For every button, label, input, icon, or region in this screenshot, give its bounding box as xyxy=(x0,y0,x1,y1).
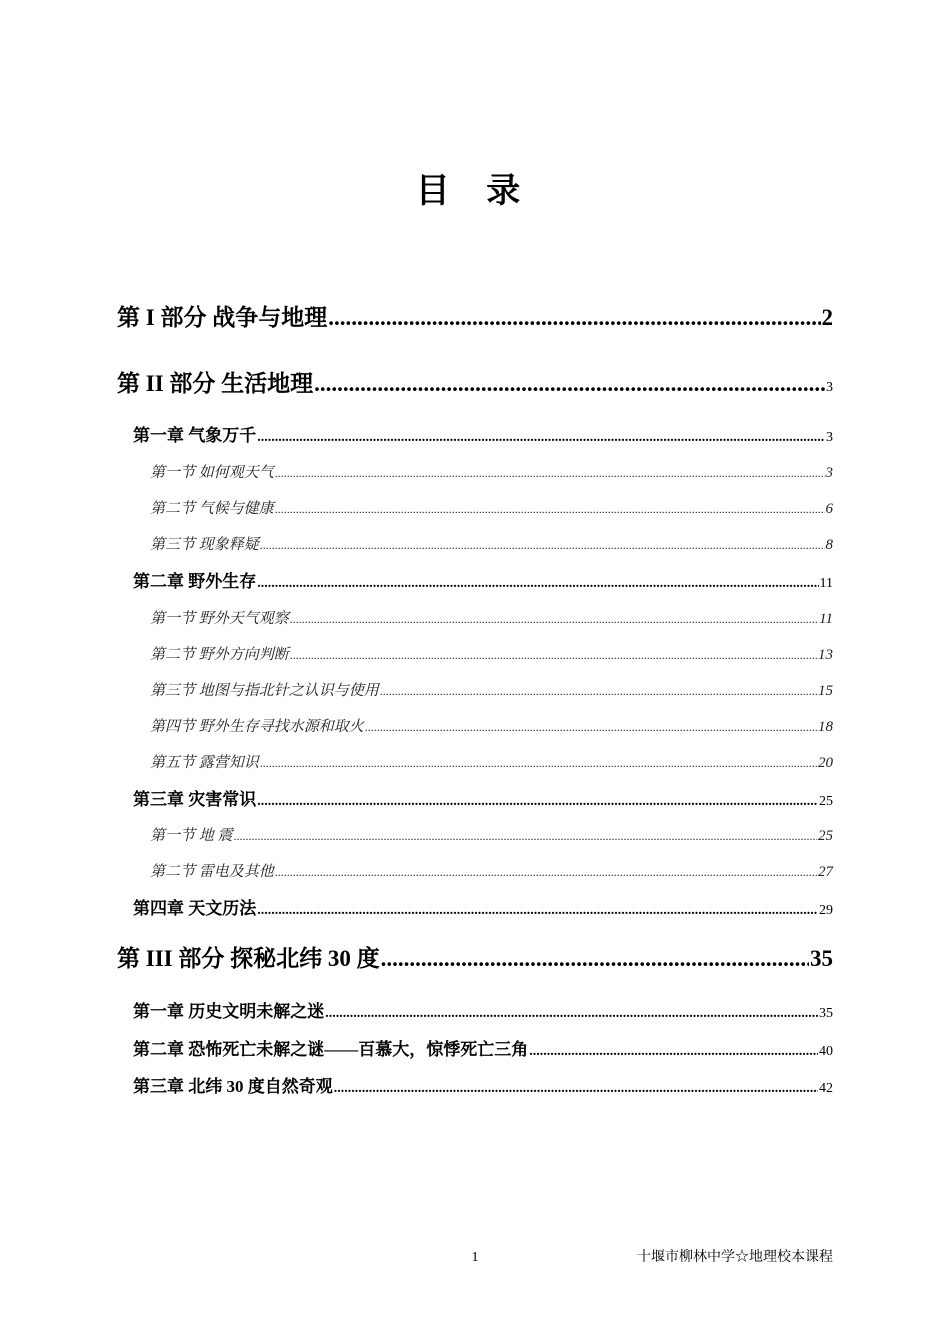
toc-entry-label: 第二节 野外方向判断 xyxy=(150,647,289,663)
toc-entry-page: 15 xyxy=(818,683,833,699)
toc-entry-page: 6 xyxy=(825,501,833,517)
toc-entry-label: 第三节 现象释疑 xyxy=(150,537,259,553)
dot-leader xyxy=(260,752,817,774)
toc-entry[interactable] xyxy=(150,716,833,738)
toc-entry[interactable] xyxy=(150,462,833,484)
toc-entry[interactable] xyxy=(150,608,833,630)
toc-entry-page: 25 xyxy=(818,828,833,844)
dot-leader xyxy=(380,680,817,702)
toc-entry-page: 11 xyxy=(819,611,833,627)
toc-entry-page: 20 xyxy=(818,755,833,771)
dot-leader xyxy=(381,943,809,975)
toc-entry-label: 第二节 气候与健康 xyxy=(150,501,274,517)
toc-entry[interactable] xyxy=(133,1075,833,1101)
dot-leader xyxy=(275,462,825,484)
toc-entry-page: 8 xyxy=(825,537,833,553)
dot-leader xyxy=(260,534,825,556)
toc-entry-label: 第三节 地图与指北针之认识与使用 xyxy=(150,683,379,699)
footer-page-number: 1 xyxy=(471,1250,479,1265)
toc-entry[interactable] xyxy=(150,752,833,774)
toc-entry-label: 第一章 历史文明未解之迷 xyxy=(133,1002,325,1021)
toc-entry[interactable] xyxy=(117,368,833,404)
dot-leader xyxy=(334,1077,818,1101)
toc-entry[interactable] xyxy=(150,534,833,556)
dot-leader xyxy=(257,899,818,923)
toc-entry-page: 3 xyxy=(826,380,833,395)
toc-entry-label: 第二章 野外生存 xyxy=(133,572,257,591)
toc-entry-page: 40 xyxy=(819,1044,833,1059)
toc-entry[interactable] xyxy=(133,1038,833,1064)
toc-entry-page: 42 xyxy=(819,1081,833,1096)
dot-leader xyxy=(365,716,817,738)
toc-entry-page: 29 xyxy=(819,903,833,918)
toc-entry[interactable] xyxy=(150,644,833,666)
dot-leader xyxy=(234,825,817,847)
toc-entry-page: 3 xyxy=(825,465,833,481)
toc-entry-label: 第 I 部分 战争与地理 xyxy=(117,305,328,330)
toc-entry-page: 35 xyxy=(810,946,833,971)
toc-entry[interactable] xyxy=(133,788,833,814)
toc-entry[interactable] xyxy=(150,861,833,883)
toc-entry-page: 25 xyxy=(819,794,833,809)
toc-entry-label: 第二节 雷电及其他 xyxy=(150,864,274,880)
toc-entry-label: 第一节 野外天气观察 xyxy=(150,611,289,627)
page-title: 目 录 xyxy=(415,173,535,210)
toc-entry-label: 第四章 天文历法 xyxy=(133,899,257,918)
toc-entry[interactable] xyxy=(133,424,833,450)
toc-entry-label: 第 III 部分 探秘北纬 30 度 xyxy=(117,946,380,971)
toc-entry[interactable] xyxy=(133,570,833,596)
toc-entry[interactable] xyxy=(133,897,833,923)
toc-entry[interactable] xyxy=(150,825,833,847)
toc-entry-label: 第四节 野外生存寻找水源和取火 xyxy=(150,719,364,735)
toc-entry[interactable] xyxy=(133,1000,833,1026)
toc-entry-label: 第 II 部分 生活地理 xyxy=(117,371,314,396)
toc-entry-page: 27 xyxy=(818,864,833,880)
dot-leader xyxy=(275,861,817,883)
toc-entry-label: 第三章 北纬 30 度自然奇观 xyxy=(133,1077,333,1096)
toc-entry-label: 第一节 如何观天气 xyxy=(150,465,274,481)
dot-leader xyxy=(290,644,817,666)
dot-leader xyxy=(529,1040,818,1064)
dot-leader xyxy=(328,302,820,334)
dot-leader xyxy=(325,1002,818,1026)
toc-entry[interactable] xyxy=(150,680,833,702)
toc-entry-label: 第五节 露营知识 xyxy=(150,755,259,771)
dot-leader xyxy=(257,572,818,596)
dot-leader xyxy=(314,368,825,400)
dot-leader xyxy=(257,790,818,814)
toc-entry-page: 11 xyxy=(819,576,833,591)
toc-entry-page: 2 xyxy=(821,305,833,330)
toc-entry-page: 18 xyxy=(818,719,833,735)
toc-entry-label: 第二章 恐怖死亡未解之谜——百慕大，惊悸死亡三角 xyxy=(133,1040,529,1059)
toc-entry-page: 3 xyxy=(826,430,833,445)
dot-leader xyxy=(275,498,825,520)
toc-entry-label: 第三章 灾害常识 xyxy=(133,790,257,809)
toc-entry[interactable] xyxy=(117,943,833,975)
toc-entry-label: 第一章 气象万千 xyxy=(133,426,257,445)
dot-leader xyxy=(290,608,818,630)
toc-entry-page: 35 xyxy=(819,1006,833,1021)
toc-entry-label: 第一节 地 震 xyxy=(150,828,233,844)
dot-leader xyxy=(257,426,825,450)
toc-entry[interactable] xyxy=(150,498,833,520)
toc-entry[interactable] xyxy=(117,302,833,334)
toc-entry-page: 13 xyxy=(818,647,833,663)
footer-course-name: 十堰市柳林中学☆地理校本课程 xyxy=(637,1250,833,1265)
